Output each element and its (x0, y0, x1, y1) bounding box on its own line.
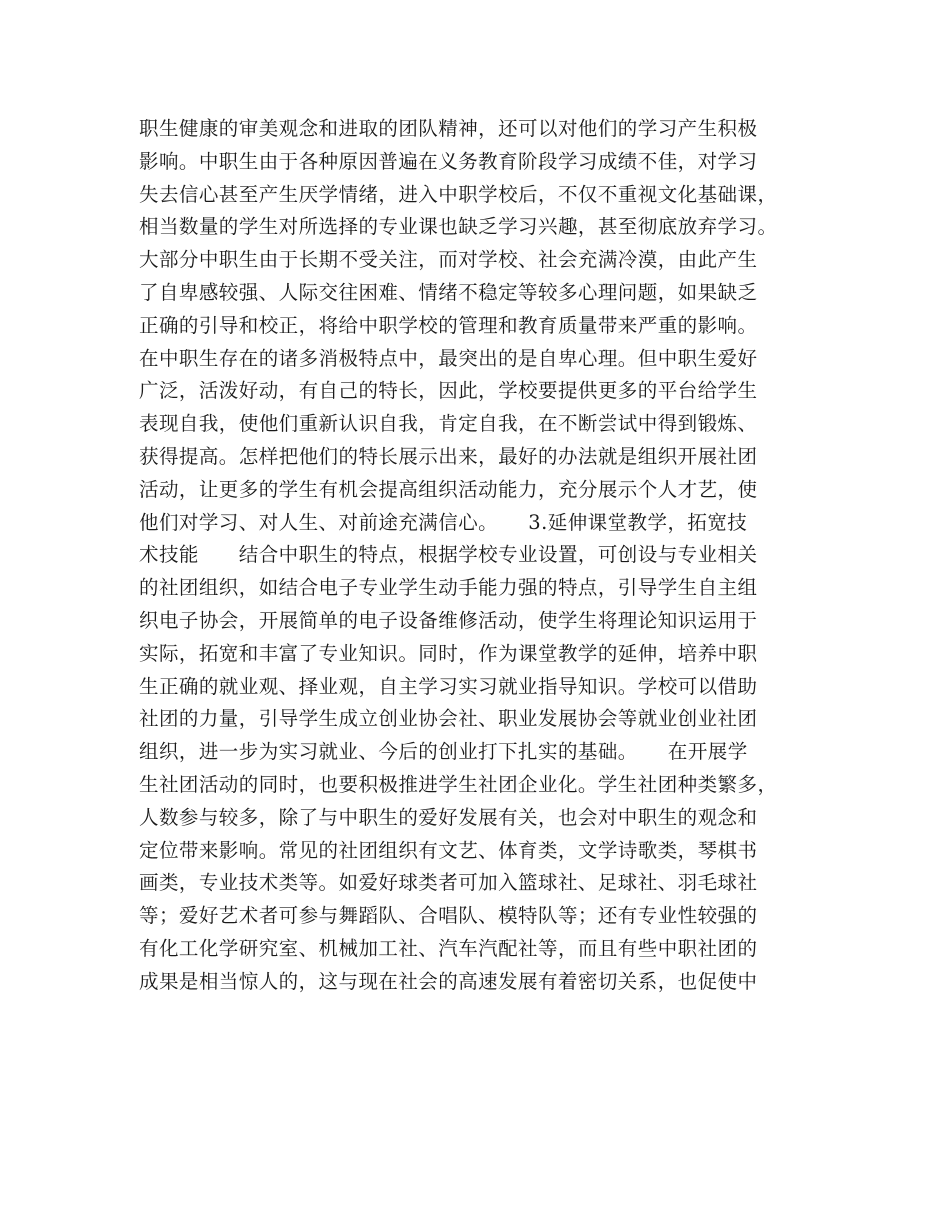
text-line-1: 职生健康的审美观念和进取的团队精神，还可以对他们的学习产生积极 (139, 117, 758, 140)
text-line-10: 表现自我，使他们重新认识自我，肯定自我，在不断尝试中得到锻炼、 (139, 412, 758, 436)
text-line-26: 有化工化学研究室、机械加工社、汽车汽配社等，而且有些中职社团的 (139, 936, 758, 960)
body-text (139, 113, 829, 999)
text-line-23: 定位带来影响。常见的社团组织有文艺、体育类，文学诗歌类，琴棋书 (139, 838, 758, 862)
text-line-2: 影响。中职生由于各种原因普遍在义务教育阶段学习成绩不佳，对学习 (139, 149, 758, 173)
text-line-21: 生社团活动的同时，也要积极推进学生社团企业化。学生社团种类繁多， (139, 772, 778, 796)
text-line-13: 他们对学习、对人生、对前途充满信心。 3.延伸课堂教学，拓宽技 (139, 510, 748, 534)
text-line-4: 相当数量的学生对所选择的专业课也缺乏学习兴趣，甚至彻底放弃学习。 (139, 215, 778, 239)
text-line-17: 实际，拓宽和丰富了专业知识。同时，作为课堂教学的延伸，培养中职 (139, 641, 758, 665)
text-line-14: 术技能 结合中职生的特点，根据学校专业设置，可创设与专业相关 (139, 543, 758, 567)
text-line-11: 获得提高。怎样把他们的特长展示出来，最好的办法就是组织开展社团 (139, 444, 758, 468)
text-line-8: 在中职生存在的诸多消极特点中，最突出的是自卑心理。但中职生爱好 (139, 346, 758, 370)
text-line-20: 组织，进一步为实习就业、今后的创业打下扎实的基础。 在开展学 (139, 740, 748, 764)
text-line-18: 生正确的就业观、择业观，自主学习实习就业指导知识。学校可以借助 (139, 674, 758, 698)
text-line-22: 人数参与较多，除了与中职生的爱好发展有关，也会对中职生的观念和 (139, 805, 758, 829)
text-line-12: 活动，让更多的学生有机会提高组织活动能力，充分展示个人才艺，使 (139, 477, 758, 501)
text-line-6: 了自卑感较强、人际交往困难、情绪不稳定等较多心理问题，如果缺乏 (139, 280, 758, 304)
text-line-7: 正确的引导和校正，将给中职学校的管理和教育质量带来严重的影响。 (139, 313, 758, 337)
text-line-3: 失去信心甚至产生厌学情绪，进入中职学校后，不仅不重视文化基础课， (139, 182, 778, 206)
text-line-27: 成果是相当惊人的，这与现在社会的高速发展有着密切关系，也促使中 (139, 969, 758, 993)
text-line-15: 的社团组织，如结合电子专业学生动手能力强的特点，引导学生自主组 (139, 576, 758, 600)
text-line-5: 大部分中职生由于长期不受关注，而对学校、社会充满冷漠，由此产生 (139, 248, 758, 272)
text-line-9: 广泛，活泼好动，有自己的特长，因此，学校要提供更多的平台给学生 (139, 379, 758, 403)
text-line-16: 织电子协会，开展简单的电子设备维修活动，使学生将理论知识运用于 (139, 608, 758, 632)
text-line-19: 社团的力量，引导学生成立创业协会社、职业发展协会等就业创业社团 (139, 707, 758, 731)
text-line-24: 画类，专业技术类等。如爱好球类者可加入篮球社、足球社、羽毛球社 (139, 871, 758, 895)
text-line-25: 等；爱好艺术者可参与舞蹈队、合唱队、模特队等；还有专业性较强的 (139, 904, 758, 928)
